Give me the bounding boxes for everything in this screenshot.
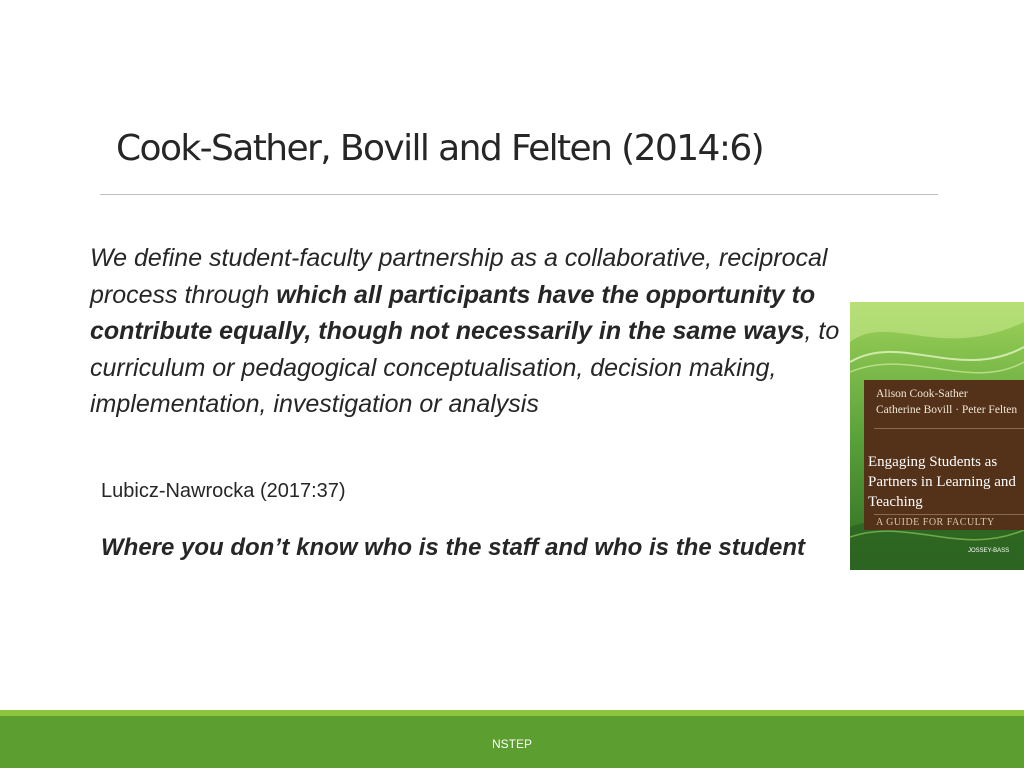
book-divider bbox=[874, 428, 1024, 429]
book-author-line: Catherine Bovill · Peter Felten bbox=[876, 404, 1018, 416]
book-author-line: Alison Cook-Sather bbox=[876, 388, 968, 400]
book-subtitle: A GUIDE FOR FACULTY bbox=[876, 517, 995, 528]
tagline: Where you don’t know who is the staff and who is the student bbox=[101, 534, 806, 561]
title-divider bbox=[100, 194, 938, 195]
quote-text-emphasis: which all participants have the opportunity to contribute equally, though not necessarily in the same ways bbox=[90, 280, 816, 345]
book-divider bbox=[874, 514, 1024, 515]
book-title: Engaging Students as Partners in Learning and Teaching bbox=[868, 454, 1016, 510]
quote-text-end: , to curriculum or pedagogical conceptualisation, decision making, implementation, investigation or analysis bbox=[90, 317, 840, 418]
book-cover-image bbox=[850, 302, 1024, 570]
quote-text-start: We define student-faculty partnership as a collaborative, reciprocal process through bbox=[90, 244, 828, 309]
publisher-logo: JOSSEY-BASS bbox=[968, 548, 1010, 554]
footer-label: NSTEP bbox=[491, 737, 532, 751]
definition-quote bbox=[90, 240, 842, 423]
book-authors bbox=[876, 386, 1021, 418]
citation: Lubicz-Nawrocka (2017:37) bbox=[101, 480, 346, 502]
slide-title: Cook-Sather, Bovill and Felten (2014:6) bbox=[116, 128, 764, 169]
